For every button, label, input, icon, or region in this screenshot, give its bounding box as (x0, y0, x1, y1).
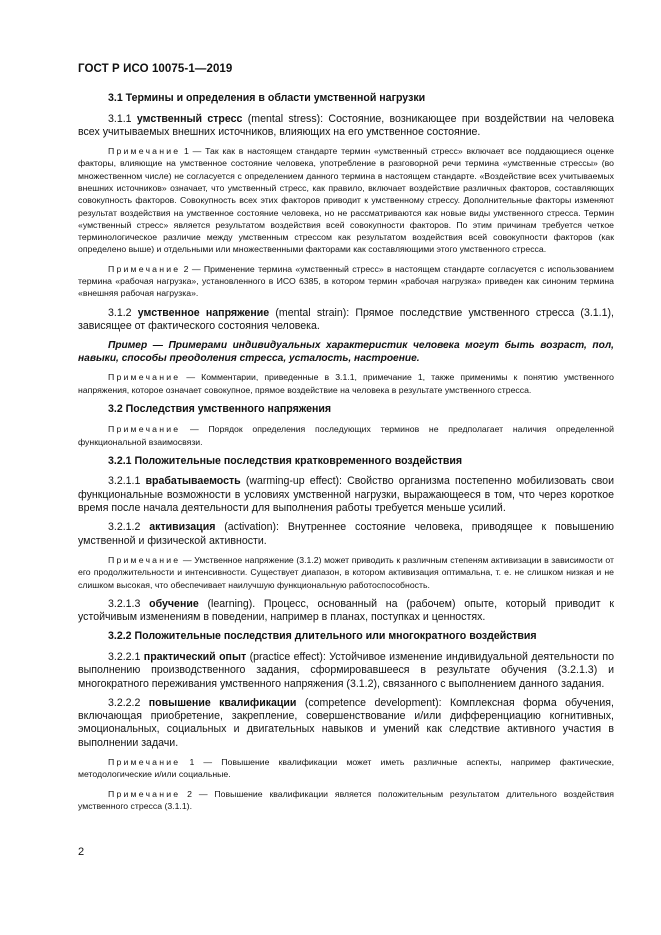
note-label: Примечание (108, 788, 181, 799)
note-text: — Умственное напряжение (3.1.2) может приводить к различным степеням активизации в зависимости от его продолжительности и интенсивности. Существует диапазон, в котором активизация оптимальна, т. е. не слишком низкая и не слишком высокая, что обеспечивает наилучшую функциональную работоспособность. (78, 554, 614, 590)
term-definition: (competence development): Комплексная форма обучения, включающая приобретение, закрепление, совершенствование и/или дифференциацию когнитивных, эмоциональных, социальных и двигательных навыков и умений как следствие активного участия в выполнении задачи. (78, 696, 614, 749)
note-text: — Комментарии, приведенные в 3.1.1, примечание 1, также применимы к понятию умственного напряжения, которое означает совокупное, прямое воздействие на человека в результате умственного стресса. (78, 372, 614, 395)
clause-number: 3.1.1 (108, 112, 137, 125)
note-7 (78, 788, 614, 813)
term-3-2-1-2 (78, 521, 614, 548)
term-definition: (practice effect): Устойчивое изменение индивидуальной деятельности по выполнению производственного задания, сформировавшееся в результате обучения (3.2.1.3) и многократного переживания умственного напряжения (3.1.2), связанного с выполнением данного задания. (78, 650, 614, 690)
section-heading-3-2-2: 3.2.2 Положительные последствия длительного или многократного воздействия (108, 630, 537, 643)
clause-number: 3.2.1.1 (108, 475, 146, 488)
term-3-2-1-3 (78, 598, 614, 625)
clause-number: 3.2.2.1 (108, 650, 144, 663)
term-name: практический опыт (143, 650, 247, 663)
term-3-2-1-1 (78, 475, 614, 515)
term-name: повышение квалификации (148, 696, 297, 709)
clause-number: 3.2.1.3 (108, 597, 150, 610)
section-heading-3-2-1: 3.2.1 Положительные последствия кратковременного воздействия (108, 454, 463, 467)
term-3-1-2 (78, 307, 614, 334)
note-5 (78, 554, 614, 591)
page-number: 2 (78, 846, 85, 858)
note-label: Примечание (108, 554, 181, 565)
note-label: Примечание (108, 756, 181, 767)
note-label: Примечание (108, 372, 181, 383)
clause-number: 3.2.2.2 (108, 696, 149, 709)
term-definition: (learning). Процесс, основанный на (рабочем) опыте, который приводит к устойчивым изменениям в поведении, например в планах, поступках и ценностях. (78, 597, 614, 624)
clause-number: 3.1.2 (108, 306, 138, 319)
term-name: врабатываемость (145, 475, 241, 488)
document-header: ГОСТ Р ИСО 10075-1—2019 (78, 63, 233, 75)
term-name: умственный стресс (136, 112, 243, 125)
note-3 (78, 371, 614, 396)
term-3-2-2-1 (78, 651, 614, 691)
note-1 (78, 145, 614, 256)
clause-number: 3.2.1.2 (108, 521, 150, 534)
term-name: обучение (149, 597, 199, 610)
note-label: Примечание (108, 146, 181, 157)
document-body (78, 90, 614, 819)
term-definition: (activation): Внутреннее состояние человека, приводящее к повышению умственной и физической активности. (78, 521, 614, 547)
note-text: 1 — Повышение квалификации может иметь различные аспекты, например фактические, методологические и/или социальные. (78, 756, 614, 780)
term-3-1-1 (78, 113, 614, 140)
term-name: умственное напряжение (137, 306, 270, 319)
term-definition: (mental stress): Состояние, возникающее при воздействии на человека всех учитываемых внешних источников, влияющих на его умственное состояние. (78, 112, 614, 138)
example (78, 339, 614, 365)
note-text: — Порядок определения последующих терминов не предполагает наличия определенной функциональной взаимосвязи. (78, 424, 614, 447)
term-definition: (mental strain): Прямое последствие умственного стресса (3.1.1), зависящее от фактического состояния человека. (78, 306, 614, 332)
example-text: Примерами индивидуальных характеристик человека могут быть возраст, пол, навыки, способы преодоления стресса, усталость, настроение. (78, 340, 615, 365)
note-text: 2 — Применение термина «умственный стресс» в настоящем стандарте согласуется с использованием термина «рабочая нагрузка», установленного в ИСО 6385, в котором термин «рабочая нагрузка» приведен как синоним термина «внешняя рабочая нагрузка». (78, 263, 614, 299)
note-6 (78, 756, 614, 781)
term-name: активизация (149, 521, 216, 534)
note-text: 1 — Так как в настоящем стандарте термин «умственный стресс» включает все поддающиеся оценке факторы, влияющие на умственное состояние человека, употребление в разговорной речи термина «умственные стрессы» (во множественном числе) не согласуется с определением данного термина в настоящем стандарте. «Воздействие всех учитываемых внешних источников» означает, что умственный стресс, как правило, включает воздействие различных факторов, составляющих совокупность факторов. Совокупность всех этих факторов приводит к умственному стрессу. Дополнительные факторы изменяют результат воздействия на умственное состояние человека, но не рассматриваются как новые виды умственного стресса. Термин «умственный стресс» является результатом воздействия всей совокупности факторов. По этим причинам требуется четкое терминологическое различие между умственным стрессом как результатом воздействия всей совокупности факторов (как определено выше) и отдельными или множественными факторами как составляющими этого умственного стресса. (78, 146, 614, 255)
note-4 (78, 423, 614, 448)
term-3-2-2-2 (78, 697, 614, 750)
section-heading-3-1: 3.1 Термины и определения в области умственной нагрузки (108, 92, 426, 104)
note-text: 2 — Повышение квалификации является положительным результатом длительного воздействия умственного стресса (3.1.1). (78, 788, 614, 811)
note-label: Примечание (108, 263, 181, 274)
note-label: Примечание (108, 424, 181, 435)
section-heading-3-2: 3.2 Последствия умственного напряжения (108, 402, 332, 415)
term-definition: (warming-up effect): Свойство организма постепенно мобилизовать свои функциональные возможности в условиях умственной нагрузки, выражающееся в том, что через короткое время после начала деятельности для выполнения работы требуется меньше усилий. (78, 475, 614, 515)
example-lead: Пример — (108, 340, 169, 352)
note-2 (78, 263, 614, 300)
